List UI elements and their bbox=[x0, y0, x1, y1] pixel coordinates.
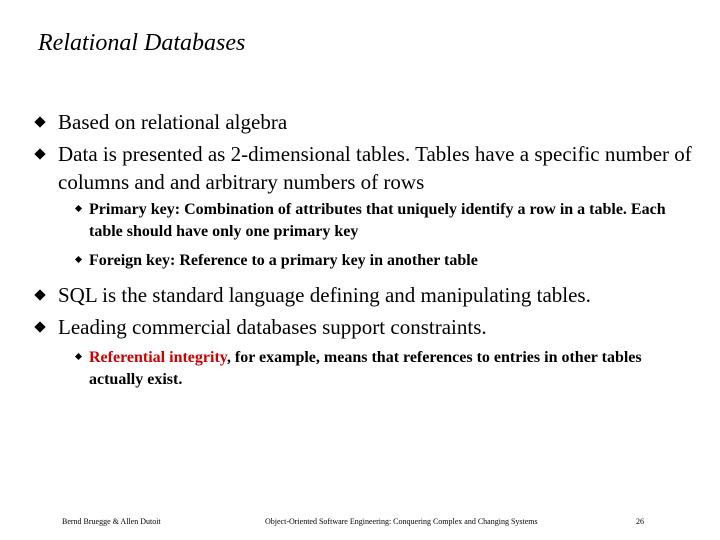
bullet-item bbox=[58, 313, 698, 341]
diamond-bullet-icon bbox=[75, 256, 82, 263]
diamond-bullet-icon bbox=[75, 353, 82, 360]
footer-book-title: Object-Oriented Software Engineering: Conquering Complex and Changing Systems bbox=[265, 517, 538, 526]
sub-bullet-text: Foreign key: Reference to a primary key in another table bbox=[89, 252, 478, 269]
bullet-item bbox=[58, 108, 698, 136]
diamond-bullet-icon bbox=[34, 148, 45, 159]
bullet-text: Data is presented as 2-dimensional tables. Tables have a specific number of columns and and arbitrary numbers of rows bbox=[58, 142, 692, 194]
diamond-bullet-icon bbox=[34, 289, 45, 300]
sub-bullet-item bbox=[89, 250, 689, 272]
diamond-bullet-icon bbox=[34, 321, 45, 332]
sub-bullet-text: Primary key: Combination of attributes that uniquely identify a row in a table. Each table should have only one primary key bbox=[89, 201, 666, 240]
diamond-bullet-icon bbox=[75, 205, 82, 212]
bullet-text: Based on relational algebra bbox=[58, 110, 288, 134]
bullet-text: Leading commercial databases support constraints. bbox=[58, 315, 487, 339]
bullet-text: SQL is the standard language defining and manipulating tables. bbox=[58, 283, 591, 307]
diamond-bullet-icon bbox=[34, 116, 45, 127]
bullet-item bbox=[58, 281, 698, 309]
page-number: 26 bbox=[636, 517, 644, 526]
footer-authors: Bernd Bruegge & Allen Dutoit bbox=[62, 517, 161, 526]
highlighted-term: Referential integrity bbox=[89, 349, 227, 366]
sub-bullet-text: , for example, means that references to entries in other tables actually exist. bbox=[89, 349, 642, 388]
bullet-item bbox=[58, 140, 698, 196]
sub-bullet-item bbox=[89, 199, 689, 243]
sub-bullet-item bbox=[89, 347, 689, 391]
slide-title: Relational Databases bbox=[38, 30, 246, 56]
